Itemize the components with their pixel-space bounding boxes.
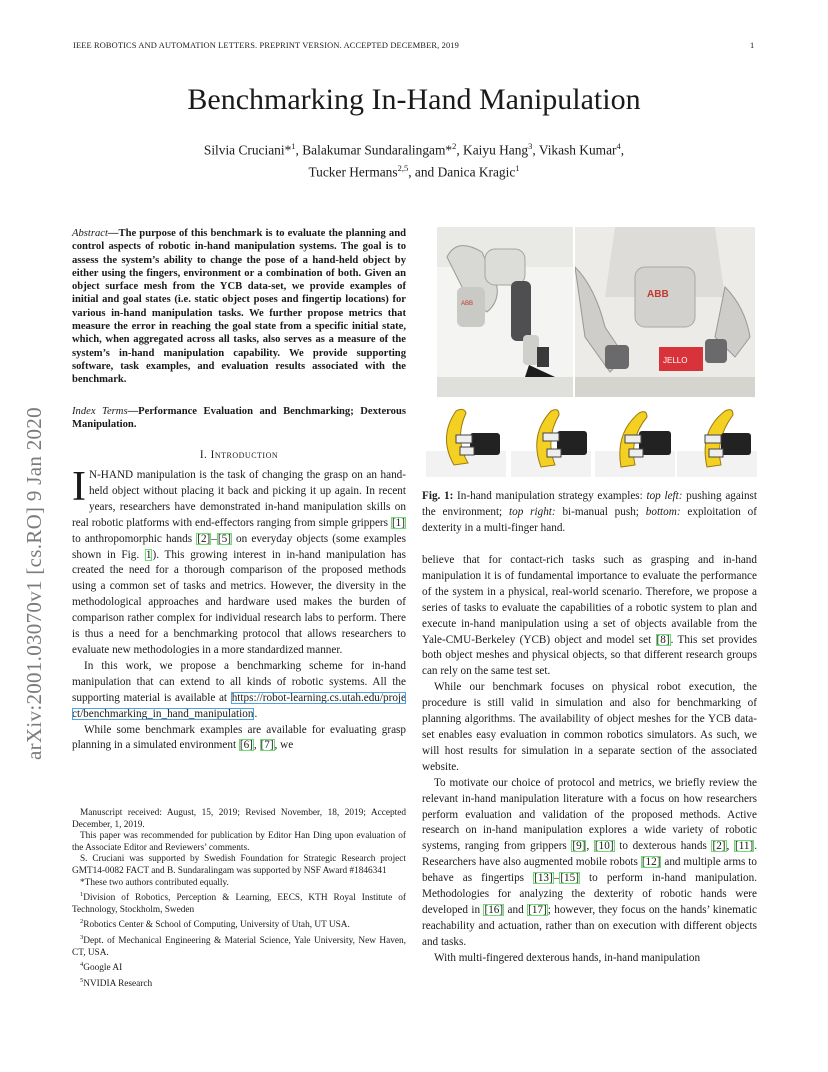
caption-text: In-hand manipulation strategy examples: [453, 490, 647, 502]
footnotes [72, 808, 406, 991]
body-paragraph: While our benchmark focuses on physical robot execution, the procedure is still valid in simulation and also for benchmarking of planning algorithms. The availability of object meshes for the YCB data-set enables easy evaluation in common robotics simulators. As such, we will host results for simulation in a separate section of the associated website. [422, 681, 757, 773]
text-run: . This set provides both object meshes and physical objects, so that different research groups can rely on the same test set. [422, 633, 757, 678]
caption-text: top right: [509, 505, 556, 518]
robot-logo: ABB [461, 301, 474, 307]
project-url-link[interactable]: https://robot-learning.cs.utah.edu/project/benchmarking_in_hand_manipulation [72, 691, 406, 720]
author-name: , Vikash Kumar [532, 142, 617, 158]
affiliation-mark: 2,5 [397, 163, 409, 174]
intro-text [72, 464, 406, 754]
citation-link[interactable]: [5] [217, 532, 231, 545]
text-run: , [726, 840, 734, 853]
caption-text: exploitation of dexterity in a multi-finger hand. [422, 505, 757, 534]
author-name: , Balakumar Sundaralingam* [295, 142, 453, 158]
author-name: , and Danica Kragic [408, 164, 516, 180]
footnote-text: Google AI [83, 963, 123, 974]
text-run: , [586, 840, 594, 853]
figure-link[interactable]: 1 [145, 548, 152, 561]
caption-text: top left: [646, 490, 683, 502]
text-run: N-HAND manipulation is the task of changing the grasp on an hand-held object without placing it back and picking it up again. In recent years, researchers have demonstrated in-hand manipulation skills on real robotic platforms with end-effectors ranging from simple grippers [72, 469, 406, 529]
index-terms-text: —Performance Evaluation and Benchmarking; Dexterous Manipulation. [72, 406, 406, 431]
text-run: , we [274, 739, 294, 752]
affiliation-mark: 2 [452, 141, 457, 151]
jello-box-label: JELLO [663, 356, 688, 365]
text-run: In this work, we propose a benchmarking scheme for in-hand manipulation that can extend to all kinds of robotic systems. All the supporting material is available at [72, 659, 406, 704]
bimanual-robot-photo [575, 227, 755, 397]
intro-paragraph [72, 464, 406, 659]
footnote: S. Cruciani was supported by Swedish Foundation for Strategic Research project GMT14-0082 FACT and B. Sundaralingam was supported by NSF Award #1846341 [72, 854, 406, 876]
footnote [72, 932, 406, 959]
footnote-text: Dept. of Mechanical Engineering & Material Science, Yale University, New Haven, CT, USA. [72, 936, 406, 958]
text-run: – [211, 532, 217, 545]
running-head: IEEE ROBOTICS AND AUTOMATION LETTERS. PREPRINT VERSION. ACCEPTED DECEMBER, 2019 [73, 41, 459, 50]
footnote-mark: 5 [80, 977, 84, 985]
author-name: Silvia Cruciani* [203, 142, 292, 158]
caption-label: Fig. 1: [422, 490, 454, 502]
footnote: Manuscript received: August, 15, 2019; Revised November, 18, 2019; Accepted December, 1, 2019. [72, 808, 406, 830]
photo-bimanual-push [575, 227, 755, 397]
citation-link[interactable]: [17] [528, 903, 547, 916]
banana-hand-photo [595, 405, 675, 477]
footnote-mark: 2 [80, 918, 84, 926]
citation-link[interactable]: [12] [641, 856, 661, 869]
footnote-text: Robotics Center & School of Computing, University of Utah, UT USA. [83, 920, 350, 931]
author-separator: , [620, 142, 625, 158]
footnote-text: NVIDIA Research [83, 979, 153, 990]
body-paragraph: With multi-fingered dexterous hands, in-hand manipulation [434, 951, 701, 964]
affiliation-mark: 1 [291, 141, 296, 151]
citation-link[interactable]: [13] [534, 872, 553, 885]
paper-title: Benchmarking In-Hand Manipulation [187, 83, 641, 116]
citation-link[interactable]: [16] [484, 903, 504, 916]
footnote-mark: 1 [80, 891, 84, 899]
right-column-text [422, 553, 757, 967]
figure-caption [422, 489, 757, 537]
footnote-mark: 3 [80, 934, 84, 942]
text-run: to perform in-hand manipulation. Methodologies for analyzing the dexterity of robotic hands were developed in [422, 872, 757, 916]
text-run: While some benchmark examples are available for evaluating grasp planning in a simulated environment [72, 723, 406, 752]
footnote-mark: 4 [80, 961, 84, 969]
affiliation-mark: 1 [515, 163, 520, 174]
caption-text: bi-manual push; [555, 505, 646, 518]
drop-cap: I [72, 464, 86, 510]
figure-1 [421, 227, 756, 477]
body-paragraph [422, 553, 757, 680]
footnote [72, 975, 406, 991]
page-number: 1 [750, 41, 755, 50]
index-terms [72, 405, 406, 432]
text-run: on everyday objects (some examples shown in Fig. [72, 532, 406, 561]
affiliation-mark: 4 [616, 141, 621, 151]
text-run: . [254, 707, 258, 720]
text-run: to dexterous hands [614, 840, 712, 853]
affiliation-mark: 3 [528, 141, 533, 151]
author-name: , Kaiyu Hang [456, 142, 529, 158]
footnote: This paper was recommended for publication by Editor Han Ding upon evaluation of the Associate Editor and Reviewers’ comments. [72, 831, 406, 853]
citation-link[interactable]: [2] [712, 840, 726, 853]
intro-paragraph [72, 723, 406, 755]
citation-link[interactable]: [7] [260, 739, 274, 752]
abstract [72, 227, 406, 387]
intro-paragraph [72, 659, 406, 723]
citation-link[interactable]: [1] [391, 516, 405, 529]
author-name: Tucker Hermans [308, 164, 398, 180]
citation-link[interactable]: [2] [197, 532, 211, 545]
text-run: – [553, 872, 560, 885]
banana-hand-photo [426, 405, 506, 477]
text-run: and [504, 903, 528, 916]
footnote [72, 916, 406, 932]
citation-link[interactable]: [9] [572, 840, 586, 853]
text-run: to anthropomorphic hands [72, 532, 197, 545]
index-terms-label: Index Terms [72, 406, 128, 417]
footnote [72, 889, 406, 916]
photo-finger-1 [426, 405, 506, 477]
robot-logo: ABB [647, 289, 669, 300]
photo-finger-2 [511, 405, 591, 477]
text-run: , [253, 739, 260, 752]
citation-link[interactable]: [10] [594, 840, 614, 853]
citation-link[interactable]: [11] [734, 840, 754, 853]
text-run: and multiple arms to behave as fingertips [422, 856, 758, 885]
banana-hand-photo [511, 405, 591, 477]
footnote: *These two authors contributed equally. [80, 877, 229, 888]
citation-link[interactable]: [6] [239, 739, 253, 752]
robot-arm-photo [437, 227, 573, 397]
abstract-text: —The purpose of this benchmark is to evaluate the planning and control aspects of robotic in-hand manipulation systems. The goal is to assess the system’s ability to change the pose of a hand-held object by either using the fingers, environment or a combination of both. Given an object surface mesh from the YCB data-set, we provide examples of initial and goal states (i.e. static object poses and fingertip locations) for various in-hand manipulation tasks. We further propose metrics that measure the error in reaching the goal state from a specific initial state, which, when aggregated across all tasks, also serves as a measure of the system’s in-hand manipulation capability. We provide supporting software, task examples, and evaluation results associated with the benchmark. [72, 228, 406, 386]
photo-environment-push [437, 227, 573, 397]
author-list [0, 137, 828, 182]
text-run: . Researchers have also augmented mobile robots [422, 840, 758, 869]
text-run: believe that for contact-rich tasks such as grasping and in-hand manipulation it is of fundamental importance to evaluate the performance of the system in a physical, real-world scenario. Therefore, we propose a series of tasks to evaluate the capabilities of a robotic system to plan and execute in-hand manipulation using a set of objects available from the Yale-CMU-Berkeley (YCB) object and model set [422, 554, 757, 646]
caption-text: pushing against the environment; [422, 490, 758, 518]
text-run: To motivate our choice of protocol and metrics, we briefly review the relevant in-hand manipulation literature with a focus on how researchers perform evaluation and validation of the proposed methods. Active research on in-hand manipulation explores a wide variety of robotic systems, ranging from grippers [422, 776, 757, 853]
text-run: ; however, they focus on the hands’ kinematic reachability and actuation, rather than on execution with different objects and tasks. [422, 903, 757, 948]
photo-finger-4 [677, 405, 757, 477]
footnote-text: Division of Robotics, Perception & Learning, EECS, KTH Royal Institute of Technology, Stockholm, Sweden [72, 893, 406, 915]
citation-link[interactable]: [8] [656, 633, 670, 646]
section-heading: I. Introduction [199, 449, 279, 461]
banana-hand-photo [677, 405, 757, 477]
arxiv-stamp: arXiv:2001.03070v1 [cs.RO] 9 Jan 2020 [22, 407, 46, 760]
footnote [72, 959, 406, 975]
body-paragraph [422, 776, 757, 951]
text-run: ). This growing interest in in-hand manipulation has created the need for a thorough comparison of the proposed methods using a common set of tasks and metrics. However, the diversity in the methodological approaches and hardware used makes the burden of comparison rather complex for individual research labs to perform. There is thus a need for a benchmarking protocol that allows researchers to evaluate new methodologies in a more standardized manner. [72, 548, 406, 656]
abstract-label: Abstract [72, 228, 108, 239]
photo-finger-3 [595, 405, 675, 477]
citation-link[interactable]: [15] [560, 872, 579, 885]
caption-text: bottom: [645, 505, 681, 518]
